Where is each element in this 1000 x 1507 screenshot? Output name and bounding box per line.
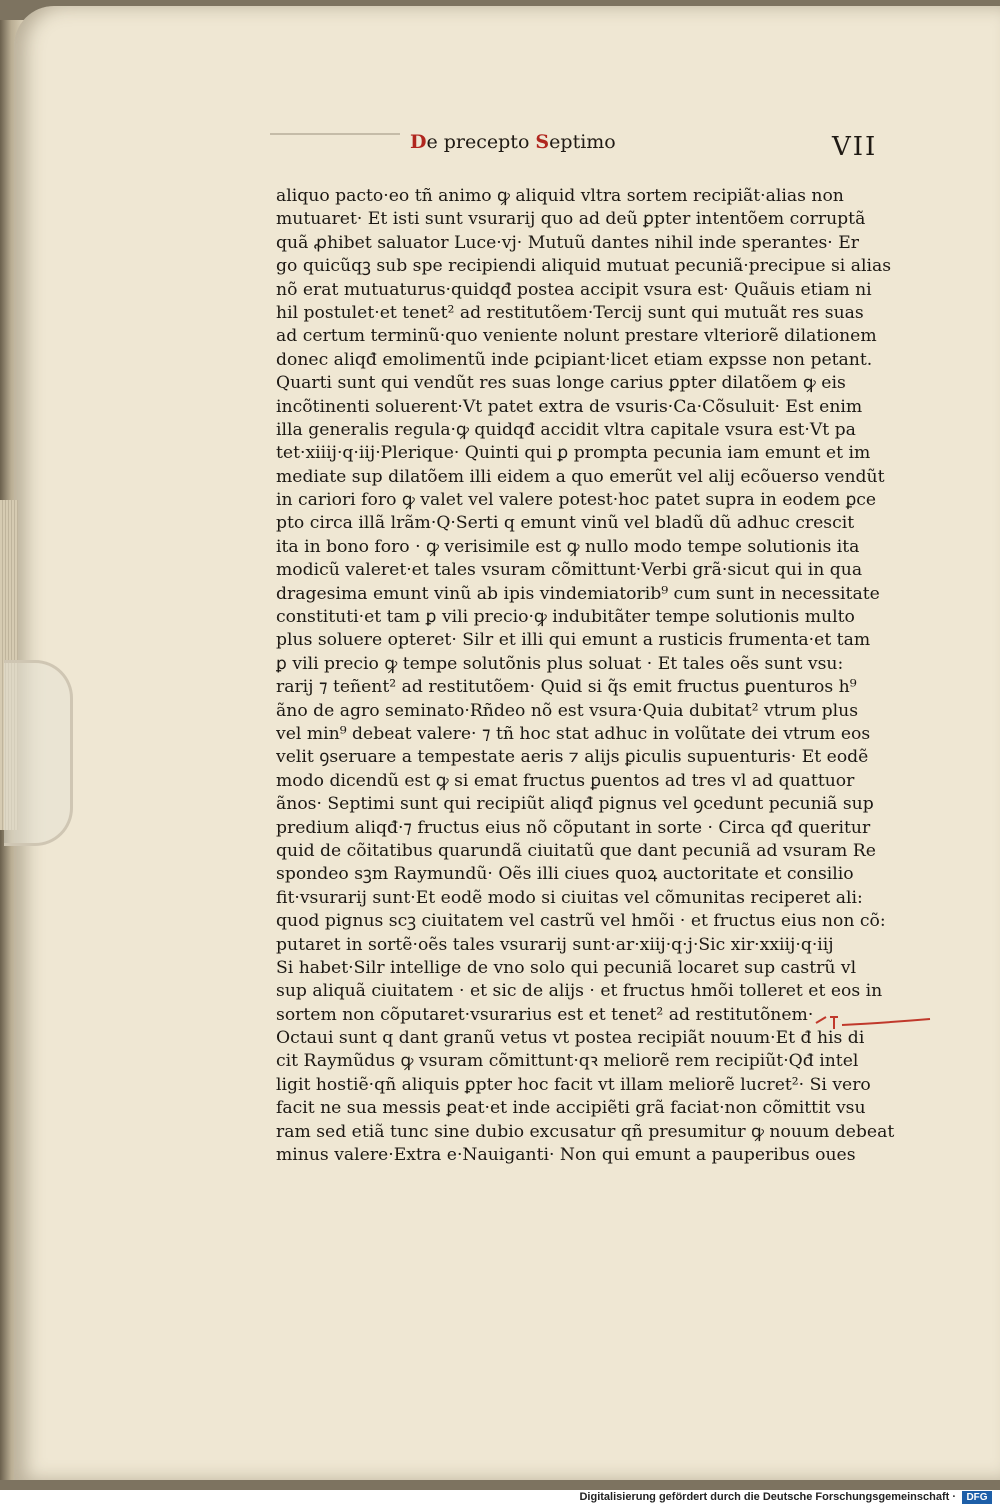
funding-notice: Digitalisierung gefördert durch die Deutsche Forschungsgemeinschaft · (579, 1491, 956, 1503)
text-line: velit ꝯseruare a tempestate aeris ⁊ alijs ꝑiculis supuenturis· Et eodẽ (276, 747, 869, 768)
show-through-ink (270, 133, 400, 135)
text-line: quod pignus scꝫ ciuitatem vel castrũ vel hmõi · et fructus eius non cõ: (276, 911, 886, 932)
running-title-text: e precepto (426, 131, 536, 153)
text-line: minus valere·Extra e·Nauiganti· Non qui emunt a pauperibus oues (276, 1145, 856, 1166)
text-line: putaret in sortẽ·oẽs tales vsurarij sunt·ar·xiij·q·j·Sic xir·xxiij·q·iij (276, 934, 834, 955)
text-line: mediate sup dilatõem illi eidem a quo emerũt vel alij ecõuerso vendũt (276, 466, 885, 487)
text-line: aliquo pacto·eo tñ animo ꝙ aliquid vltra sortem recipiãt·alias non (276, 186, 844, 206)
text-line: pto circa illã lrãm·Q·Serti q emunt vinũ vel bladũ dũ adhuc crescit (276, 513, 855, 534)
text-line: ãnos· Septimi sunt qui recipiũt aliqđ pignus vel ꝯcedunt pecuniã sup (276, 794, 874, 815)
text-line: nõ erat mutuaturus·quidqđ postea accipit vsura est· Quãuis etiam ni (276, 279, 872, 300)
running-title (410, 131, 616, 153)
marginal-red-mark (812, 1013, 932, 1031)
running-title-initial-2: S (535, 131, 550, 153)
text-line: mutuaret· Et isti sunt vsurarij quo ad deũ ꝑpter intentõem corruptã (276, 209, 866, 230)
text-line: donec aliqđ emolimentũ inde ꝑcipiant·licet etiam expsse non petant. (276, 349, 873, 370)
text-line: in cariori foro ꝙ valet vel valere potest·hoc patet supra in eodem ꝑce (276, 490, 877, 511)
text-line: illa generalis regula·ꝙ quidqđ accidit vltra capitale vsura est·Vt pa (276, 419, 856, 440)
text-line: sortem non cõputaret·vsurarius est et tenet² ad restitutõnem· (276, 1004, 814, 1025)
text-line: Octaui sunt q dant granũ vetus vt postea recipiãt nouum·Et đ his di (276, 1028, 865, 1049)
text-line: constituti·et tam ꝑ vili precio·ꝙ indubitãter tempe solutionis multo (276, 607, 855, 628)
running-title-initial: D (410, 131, 427, 153)
text-line: ram sed etiã tunc sine dubio excusatur qñ presumitur ꝙ nouum debeat (276, 1121, 895, 1142)
folio-number: VII (832, 132, 878, 162)
text-line: plus soluere opteret· Silr et illi qui emunt a rusticis frumenta·et tam (276, 630, 871, 651)
body-text (276, 185, 896, 1167)
text-line: cit Raymũdus ꝙ vsuram cõmittunt·qꝛ meliorẽ rem recipiũt·Qđ intel (276, 1051, 859, 1072)
text-line: ꝑ vili precio ꝙ tempe solutõnis plus soluat · Et tales oẽs sunt vsu: (276, 653, 844, 674)
text-line: vel min⁹ debeat valere· ⁊ tñ hoc stat adhuc in volũtate dei vtrum eos (276, 723, 871, 744)
text-line: Quarti sunt qui vendũt res suas longe carius ꝑpter dilatõem ꝙ eis (276, 373, 846, 394)
text-line: Si habet·Silr intellige de vno solo qui pecuniã locaret sup castrũ vl (276, 957, 857, 978)
text-line: tet·xiiij·q·iij·Plerique· Quinti qui ꝑ prompta pecunia iam emunt et im (276, 443, 871, 464)
text-line: ligit hostiẽ·qñ aliquis ꝑpter hoc facit vt illam meliorẽ lucret²· Si vero (276, 1074, 871, 1095)
text-line: facit ne sua messis ꝑeat·et inde accipiẽti grã faciat·non cõmittit vsu (276, 1098, 866, 1119)
text-line: quid de cõitatibus quarundã ciuitatũ que dant pecuniã ad vsuram Re (276, 840, 876, 861)
text-line: quã ꝓhibet saluator Luce·vj· Mutuũ dantes nihil inde sperantes· Er (276, 232, 859, 253)
text-line: incõtinenti soluerent·Vt patet extra de vsuris·Ca·Cõsuluit· Est enim (276, 396, 863, 417)
text-line: go quicũqꝫ sub spe recipiendi aliquid mutuat pecuniã·precipue si alias (276, 256, 892, 277)
text-line: modicũ valeret·et tales vsuram cõmittunt·Verbi grã·sicut qui in qua (276, 560, 863, 581)
running-title-text-2: eptimo (549, 131, 616, 153)
text-line: dragesima emunt vinũ ab ipis vindemiatorib⁹ cum sunt in necessitate (276, 583, 880, 604)
dfg-logo: DFG (962, 1491, 992, 1504)
text-line: ãno de agro seminato·Rñdeo nõ est vsura·Quia dubitat² vtrum plus (276, 700, 859, 721)
bookmark-clip (4, 660, 73, 846)
text-line: ad certum terminũ·quo veniente nolunt prestare vlteriorẽ dilationem (276, 326, 877, 347)
text-line: spondeo sꝫm Raymundũ· Oẽs illi ciues quoꝝ auctoritate et consilio (276, 864, 854, 885)
text-line: modo dicendũ est ꝙ si emat fructus ꝑuentos ad tres vl ad quattuor (276, 770, 855, 791)
text-line: rarij ⁊ teñent² ad restitutõem· Quid si q̃s emit fructus ꝑuenturos h⁹ (276, 677, 857, 698)
text-line: predium aliqđ·⁊ fructus eius nõ cõputant in sorte · Circa qđ queritur (276, 817, 871, 838)
text-line: fit·vsurarij sunt·Et eodẽ modo si ciuitas vel cõmunitas reciperet ali: (276, 887, 863, 908)
text-line: hil postulet·et tenet² ad restitutõem·Tercij sunt qui mutuãt res suas (276, 302, 864, 323)
text-line: sup aliquã ciuitatem · et sic de alijs · et fructus hmõi tolleret et eos in (276, 981, 883, 1002)
text-line: ita in bono foro · ꝙ verisimile est ꝙ nullo modo tempe solutionis ita (276, 536, 860, 557)
